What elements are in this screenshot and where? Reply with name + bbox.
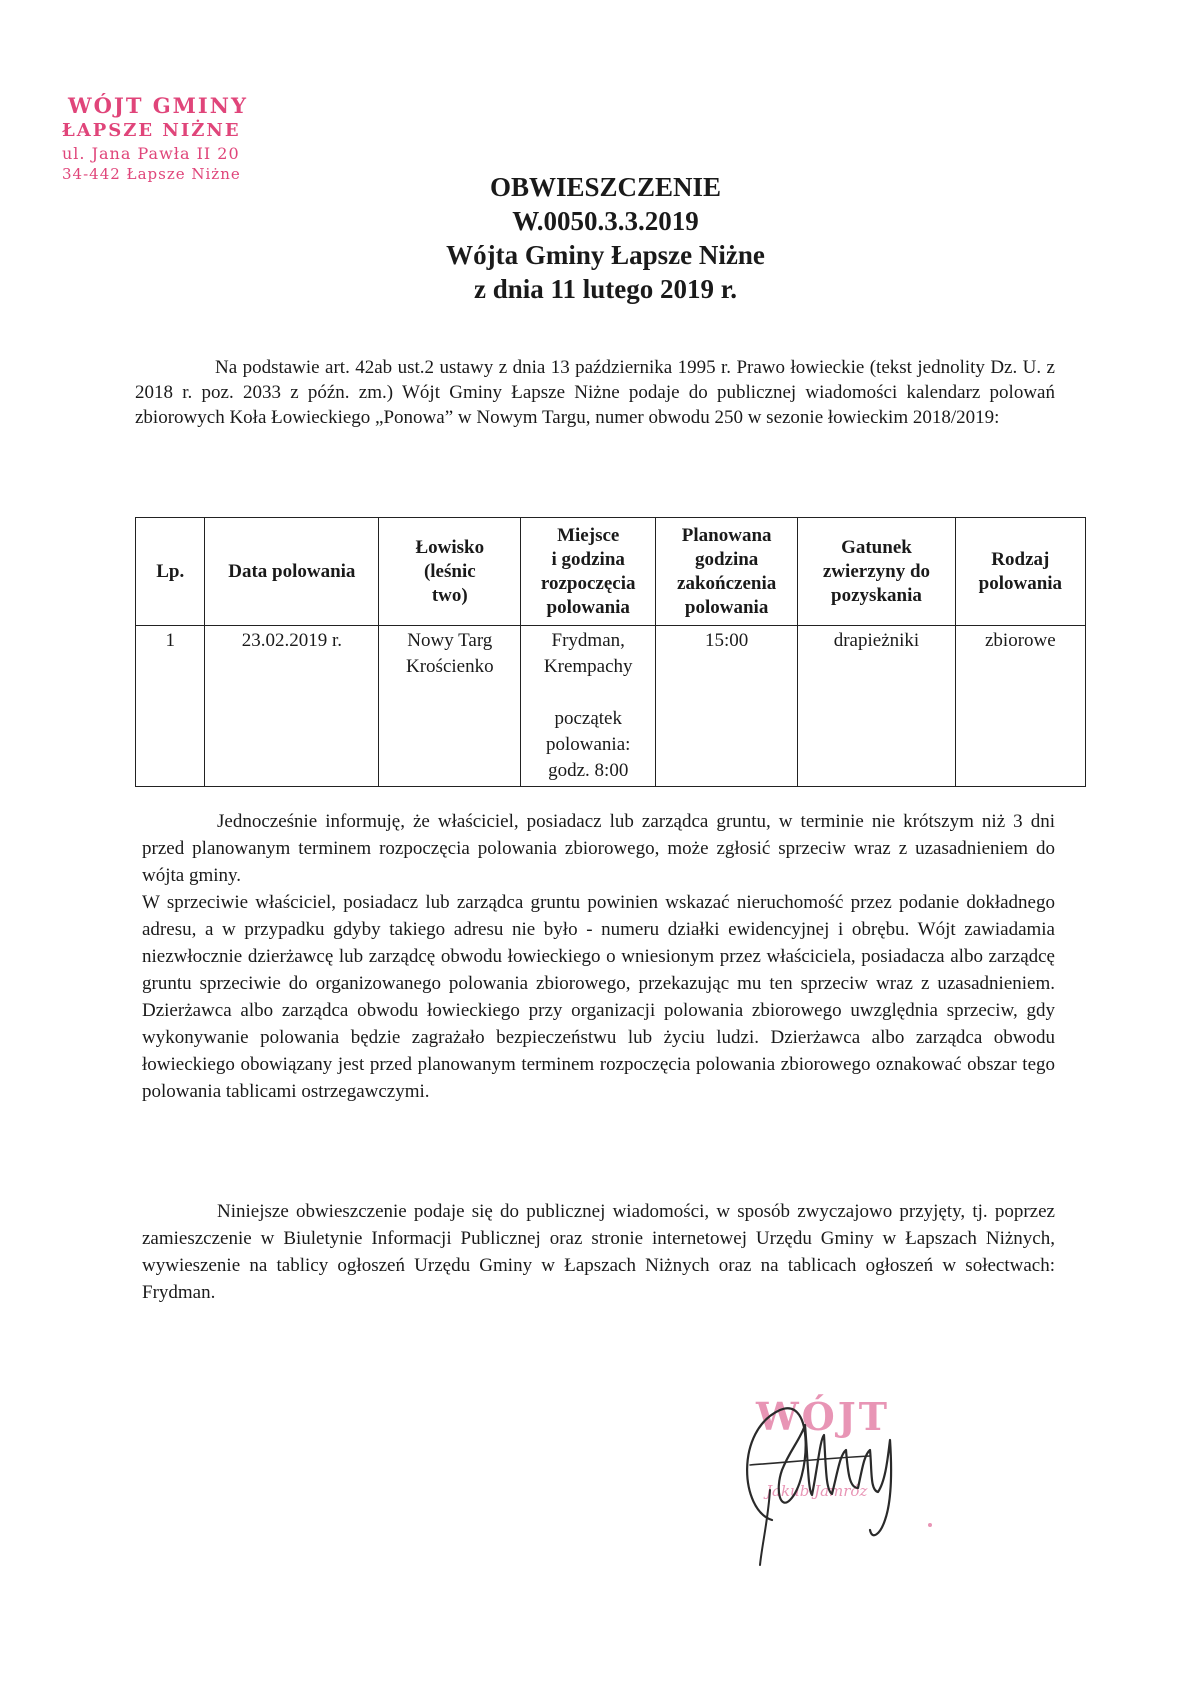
document-date: z dnia 11 lutego 2019 r. (473, 274, 738, 304)
signature-stamp-name: Jakub Jamróz (766, 1482, 868, 1500)
stamp-dot (928, 1523, 932, 1527)
header-date: Data polowania (205, 518, 379, 626)
document-header (0, 170, 1191, 306)
signature-block (720, 1370, 940, 1570)
signature-stamp-title: WÓJT (756, 1394, 891, 1439)
header-hunt-type: Rodzaj polowania (955, 518, 1085, 626)
stamp-line-office: WÓJT GMINY (68, 93, 248, 118)
objection-info (142, 808, 1055, 1105)
header-species: Gatunek zwierzyny do pozyskania (798, 518, 955, 626)
cell-species: drapieżniki (798, 626, 955, 787)
cell-hunt-type: zbiorowe (955, 626, 1085, 787)
document-title: OBWIESZCZENIE (489, 172, 722, 202)
closing-paragraph: Niniejsze obwieszczenie podaje się do publicznej wiadomości, w sposób zwyczajowo przyjęty, tj. poprzez zamieszczenie w Biuletynie Informacji Publicznej oraz stronie internetowej Urzędu Gminy w Łapszach Niżnych, wywieszenie na tablicy ogłoszeń Urzędu Gminy w Łapszach Niżnych oraz na tablicach ogłoszeń w sołectwach: Frydman. (142, 1201, 1055, 1303)
cell-date: 23.02.2019 r. (205, 626, 379, 787)
cell-lp: 1 (136, 626, 205, 787)
hunting-calendar-table (135, 517, 1086, 787)
stamp-line-street: ul. Jana Pawła II 20 (62, 144, 240, 163)
document-reference: W.0050.3.3.2019 (512, 206, 699, 236)
table-header-row (136, 518, 1086, 626)
handwritten-signature (720, 1370, 940, 1570)
document-issuer: Wójta Gminy Łapsze Niżne (446, 240, 765, 270)
header-start-place: Miejsce i godzina rozpoczęcia polowania (521, 518, 656, 626)
objection-paragraph-2: W sprzeciwie właściciel, posiadacz lub zarządca gruntu powinien wskazać nieruchomość przez podanie dokładnego adresu, a w przypadku gdyby takiego adresu nie było - numeru działki ewidencyjnej i obrębu. Wójt zawiadamia niezwłocznie dzierżawcę lub zarządcę obwodu łowieckiego o wniesionym przez właściciela, posiadacza albo zarządcę gruntu sprzeciwie do organizowanego polowania zbiorowego, przekazując mu ten sprzeciw wraz z uzasadnieniem. Dzierżawca albo zarządca obwodu łowieckiego przy organizacji polowania zbiorowego uwzględnia sprzeciw, gdy wykonywanie polowania będzie zagrażało bezpieczeństwu lub życiu ludzi. Dzierżawca albo zarządca obwodu łowieckiego obowiązany jest przed planowanym terminem rozpoczęcia polowania zbiorowego oznakować obszar tego polowania tablicami ostrzegawczymi. (142, 892, 1055, 1102)
intro-paragraph: Na podstawie art. 42ab ust.2 ustawy z dnia 13 października 1995 r. Prawo łowieckie (tekst jednolity Dz. U. z 2018 r. poz. 2033 z późn. zm.) Wójt Gminy Łapsze Niżne podaje do publicznej wiadomości kalendarz polowań zbiorowych Koła Łowieckiego „Ponowa” w Nowym Targu, numer obwodu 250 w sezonie łowieckim 2018/2019: (135, 357, 1055, 428)
header-planned-end: Planowana godzina zakończenia polowania (656, 518, 798, 626)
header-lp: Lp. (136, 518, 205, 626)
cell-end-time: 15:00 (656, 626, 798, 787)
office-stamp (62, 95, 302, 182)
stamp-line-municipality: ŁAPSZE NIŻNE (62, 120, 241, 141)
stamp-line-postcode: 34-442 Łapsze Niżne (62, 165, 241, 183)
table-row (136, 626, 1086, 787)
objection-paragraph-1: Jednocześnie informuję, że właściciel, posiadacz lub zarządca gruntu, w terminie nie krótszym niż 3 dni przed planowanym terminem rozpoczęcia polowania zbiorowego, może zgłosić sprzeciw wraz z uzasadnieniem do wójta gminy. (142, 811, 1055, 886)
header-hunting-area: Łowisko (leśnic two) (379, 518, 521, 626)
cell-start-place: Frydman, Krempachy początek polowania: godz. 8:00 (521, 626, 656, 787)
cell-hunting-area: Nowy Targ Krościenko (379, 626, 521, 787)
